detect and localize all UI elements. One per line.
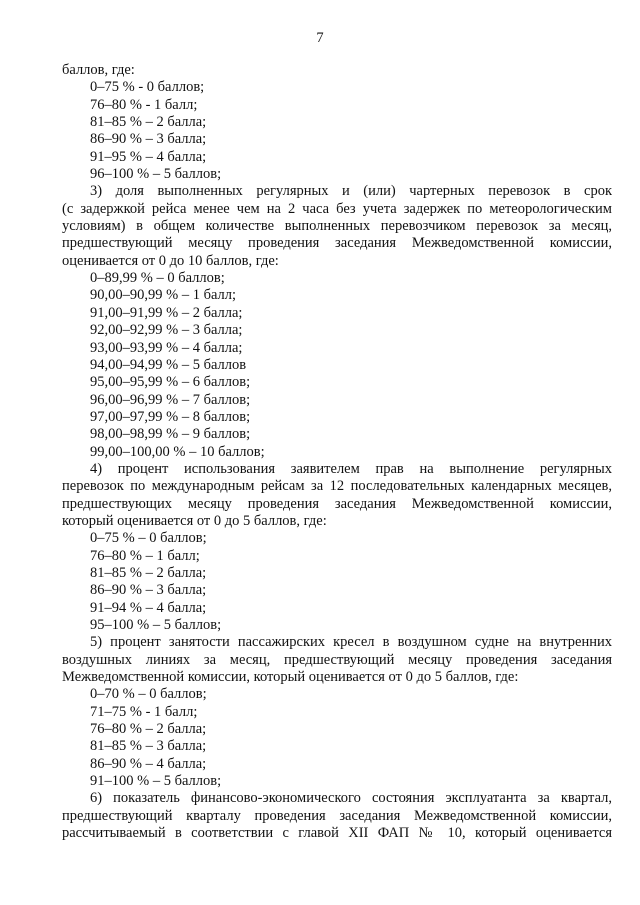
text-line: 91–100 % – 5 баллов; [90, 773, 222, 790]
text-line: 91,00–91,99 % – 2 балла; [90, 304, 243, 321]
text-line: (с задержкой рейса менее чем на 2 часа без учета задержек по метеорологическим [62, 200, 612, 217]
text-line: 95,00–95,99 % – 6 баллов; [90, 374, 251, 391]
text-line: 76–80 % – 2 балла; [90, 721, 207, 738]
text-line: баллов, где: [62, 62, 135, 78]
text-line: 90,00–90,99 % – 1 балл; [90, 287, 237, 304]
page-number: 7 [316, 30, 324, 46]
text-line: Межведомственной комиссии, который оценивается от 0 до 5 баллов, где: [62, 669, 519, 686]
text-line: 76–80 % – 1 балл; [90, 547, 200, 564]
text-line: рассчитываемый в соответствии с главой XII ФАП № 10, который оценивается [62, 825, 612, 842]
text-line: 93,00–93,99 % – 4 балла; [90, 339, 243, 356]
text-line: 81–85 % – 2 балла; [90, 564, 207, 581]
text-line: 76–80 % - 1 балл; [90, 96, 198, 113]
text-line: перевозок по международным рейсам за 12 последовательных календарных месяцев, [62, 478, 612, 495]
text-line: 0–70 % – 0 баллов; [90, 686, 207, 703]
text-line: оценивается от 0 до 10 баллов, где: [62, 252, 279, 269]
text-line: предшествующих месяцу проведения заседания Межведомственной комиссии, [62, 495, 612, 512]
text-line: 97,00–97,99 % – 8 баллов; [90, 408, 251, 425]
text-line: условиям) в общем количестве выполненных перевозчиком перевозок за месяц, [62, 218, 612, 235]
text-line: 94,00–94,99 % – 5 баллов [90, 356, 247, 373]
text-line: 92,00–92,99 % – 3 балла; [90, 322, 243, 339]
text-line: 91–94 % – 4 балла; [90, 599, 207, 616]
text-line: 98,00–98,99 % – 9 баллов; [90, 426, 251, 443]
text-line: 86–90 % – 3 балла; [90, 131, 207, 148]
text-line: 95–100 % – 5 баллов; [90, 617, 222, 633]
text-line: который оценивается от 0 до 5 баллов, где: [62, 512, 327, 529]
text-line: 4) процент использования заявителем прав на выполнение регулярных [90, 460, 612, 477]
text-line: воздушных линиях за месяц, предшествующий месяцу проведения заседания [62, 651, 612, 668]
text-line: 0–75 % – 0 баллов; [90, 530, 207, 547]
text-line: 96–100 % – 5 баллов; [90, 166, 222, 183]
text-line: 81–85 % – 3 балла; [90, 738, 207, 755]
text-line: предшествующий кварталу проведения заседания Межведомственной комиссии, [62, 807, 612, 824]
text-line: предшествующий месяцу проведения заседания Межведомственной комиссии, [62, 235, 612, 252]
text-line: 5) процент занятости пассажирских кресел в воздушном судне на внутренних [90, 634, 612, 651]
text-line: 96,00–96,99 % – 7 баллов; [90, 391, 251, 408]
text-line: 6) показатель финансово-экономического состояния эксплуатанта за квартал, [90, 790, 612, 807]
text-line: 86–90 % – 3 балла; [90, 582, 207, 599]
text-line: 3) доля выполненных регулярных и (или) чартерных перевозок в срок [90, 183, 612, 200]
text-line: 81–85 % – 2 балла; [90, 114, 207, 131]
text-line: 71–75 % - 1 балл; [90, 703, 198, 720]
text-line: 91–95 % – 4 балла; [90, 148, 207, 165]
text-line: 0–89,99 % – 0 баллов; [90, 270, 225, 287]
document-body [62, 62, 612, 842]
text-line: 86–90 % – 4 балла; [90, 755, 207, 772]
text-line: 99,00–100,00 % – 10 баллов; [90, 443, 265, 460]
text-line: 0–75 % - 0 баллов; [90, 79, 205, 96]
